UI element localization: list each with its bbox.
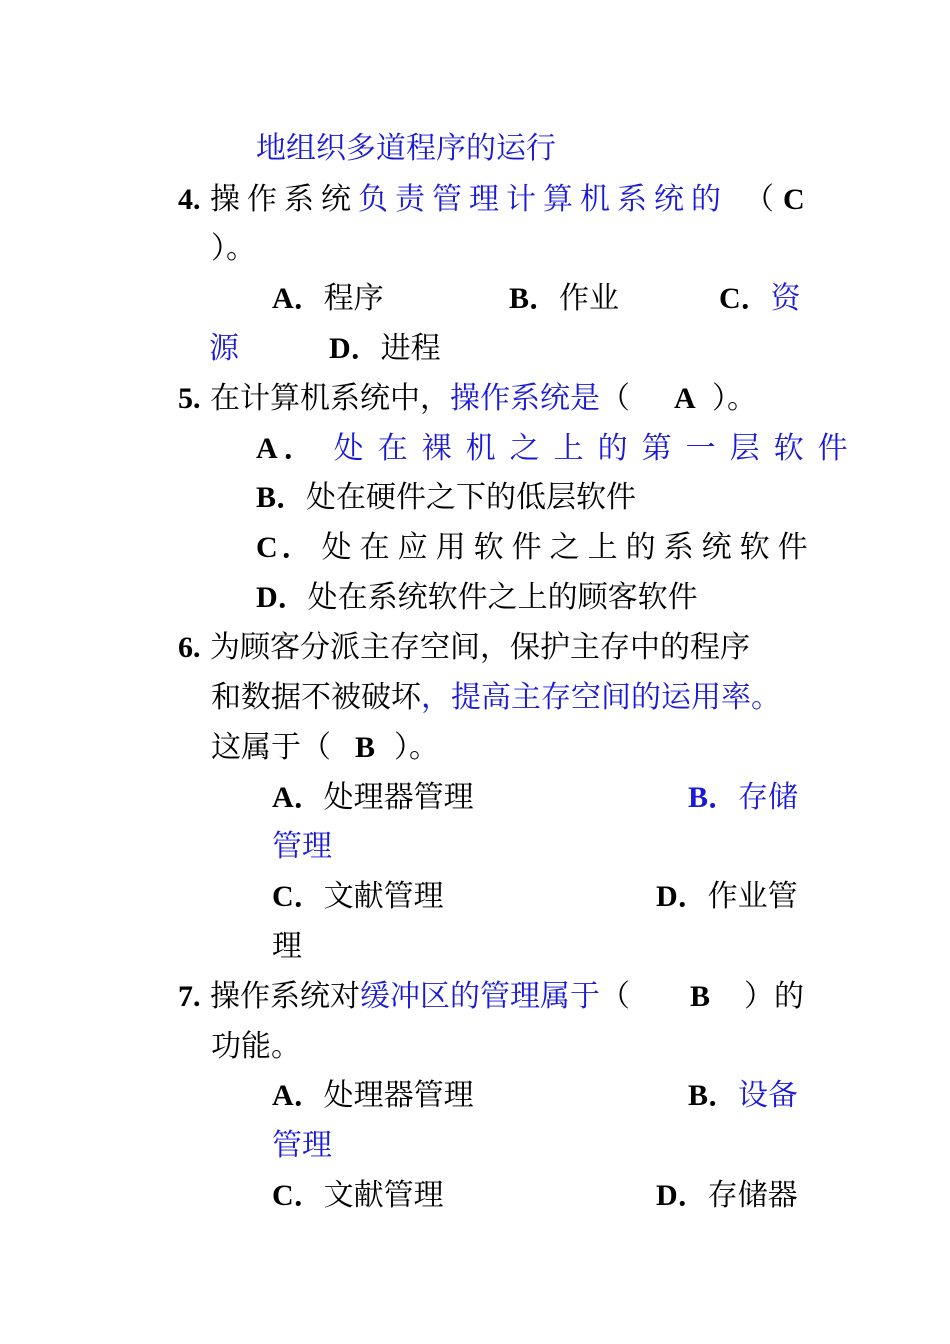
option-letter: C． [272, 1179, 324, 1212]
question-text-highlight: 缓冲区的管理属于 [360, 979, 601, 1014]
question-6-line3 [211, 728, 331, 768]
question-number: 5. [178, 382, 201, 415]
question-6-line2 [211, 678, 781, 718]
option-letter: B． [509, 282, 560, 315]
question-6-stem [178, 628, 750, 668]
question-4-stem [178, 180, 728, 220]
question-text: 为顾客分派主存空间，保护主存中的程序 [210, 630, 751, 665]
question-5-stem [178, 379, 630, 419]
question-number: 4. [178, 183, 201, 216]
option-text: 程序 [323, 281, 384, 316]
option-b [256, 478, 636, 518]
option-c [272, 877, 444, 917]
option-d-wrap: 理 [272, 929, 302, 964]
option-c [256, 528, 816, 568]
option-a [256, 429, 862, 469]
paren-open: （ [744, 182, 774, 217]
option-c-wrap: 源 [209, 331, 239, 366]
question-text-highlight: 操作系统是 [450, 381, 601, 416]
option-text: 资 [770, 281, 801, 316]
option-d [656, 877, 798, 917]
option-a [272, 1076, 474, 1116]
question-text: 操作系统 [210, 182, 359, 217]
option-letter: A． [272, 781, 324, 814]
question-text-highlight: 负责管理计算机系统的 [358, 182, 729, 217]
option-text: 作业 [559, 281, 620, 316]
question-text: 这属于（ [211, 730, 331, 765]
question-number: 6. [178, 631, 201, 664]
question-6-end: ）。 [394, 730, 439, 765]
option-text: 处在裸机之上的第一层软件 [333, 431, 862, 466]
question-7-end: ）的 [744, 979, 804, 1014]
option-letter: C． [719, 282, 771, 315]
option-c [719, 279, 801, 319]
option-d [656, 1176, 798, 1216]
question-4-end: ）。 [211, 231, 256, 266]
option-letter: C． [256, 531, 316, 564]
question-4-answer: C [783, 183, 805, 216]
option-text: 处理器管理 [323, 780, 474, 815]
option-letter: A． [256, 432, 320, 465]
paren-open: （ [600, 381, 631, 416]
option-text: 处理器管理 [323, 1078, 474, 1113]
question-number: 7. [178, 980, 201, 1013]
question-5-end: ）。 [712, 381, 757, 416]
option-b [509, 279, 619, 319]
option-text: 文献管理 [323, 1178, 444, 1213]
option-letter: D． [656, 880, 708, 913]
option-text: 设备 [738, 1078, 799, 1113]
option-text: 进程 [380, 331, 441, 366]
option-letter: C． [272, 880, 324, 913]
option-letter: D． [656, 1179, 708, 1212]
option-letter: B． [256, 481, 307, 514]
option-text: 文献管理 [323, 879, 444, 914]
option-letter: B． [688, 1079, 739, 1112]
question-text-highlight: ，提高主存空间的运用率。 [421, 680, 781, 715]
option-text: 处在硬件之下的低层软件 [306, 480, 637, 515]
question-7-stem [178, 977, 630, 1017]
option-b [688, 1076, 798, 1116]
option-text: 作业管 [707, 879, 798, 914]
question-7-line2: 功能。 [211, 1029, 301, 1064]
continuation-line: 地组织多道程序的运行 [256, 131, 556, 166]
option-letter: A． [272, 1079, 324, 1112]
option-b-wrap: 管理 [272, 1128, 332, 1163]
option-letter: D． [256, 581, 308, 614]
option-letter: B． [688, 781, 739, 814]
question-text: 和数据不被破坏 [211, 680, 421, 715]
question-5-answer: A [674, 382, 696, 415]
question-6-answer: B [355, 731, 376, 764]
option-text: 存储 [738, 780, 799, 815]
question-7-answer: B [690, 980, 711, 1013]
option-b [688, 778, 798, 818]
option-a [272, 778, 474, 818]
question-4-answer-paren [744, 180, 774, 220]
option-letter: D． [329, 332, 381, 365]
option-c [272, 1176, 444, 1216]
option-text: 存储器 [707, 1178, 798, 1213]
question-text: 在计算机系统中， [210, 381, 451, 416]
question-text: 操作系统对 [210, 979, 361, 1014]
option-text: 处在应用软件之上的系统软件 [321, 530, 816, 565]
option-text: 处在系统软件之上的顾客软件 [307, 580, 698, 615]
option-d [329, 329, 441, 369]
option-b-wrap: 管理 [272, 829, 332, 864]
paren-open: （ [600, 979, 631, 1014]
option-letter: A． [272, 282, 324, 315]
option-d [256, 578, 698, 618]
option-a [272, 279, 384, 319]
